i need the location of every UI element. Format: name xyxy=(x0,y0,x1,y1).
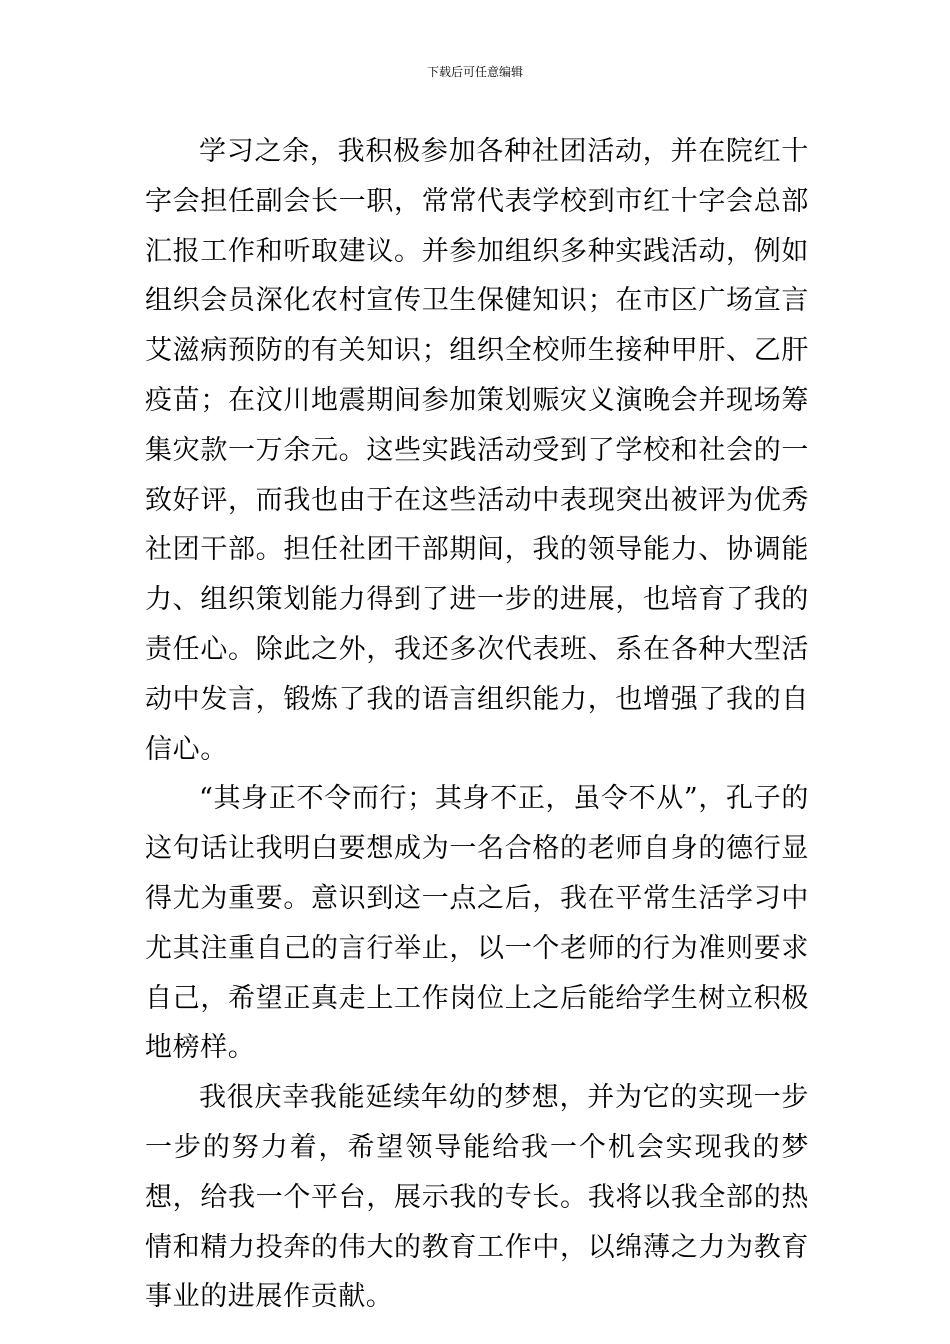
paragraph-confucius-quote: “其身正不令而行；其身不正，虽令不从”，孔子的这句话让我明白要想成为一名合格的老师自身的德行显得尤为重要。意识到这一点之后，我在平常生活学习中尤其注重自己的言行举止，以一个老师的行为准则要求自己，希望正真走上工作岗位上之后能给学生树立积极地榜样。 xyxy=(145,783,809,1064)
paragraph-activities: 学习之余，我积极参加各种社团活动，并在院红十字会担任副会长一职，常常代表学校到市红十字会总部汇报工作和听取建议。并参加组织多种实践活动，例如组织会员深化农村宣传卫生保健知识；在市区广场宣言艾滋病预防的有关知识；组织全校师生接种甲肝、乙肝疫苗；在汶川地震期间参加策划赈灾义演晚会并现场筹集灾款一万余元。这些实践活动受到了学校和社会的一致好评，而我也由于在这些活动中表现突出被评为优秀社团干部。担任社团干部期间，我的领导能力、协调能力、组织策划能力得到了进一步的进展，也培育了我的责任心。除此之外，我还多次代表班、系在各种大型活动中发言，锻炼了我的语言组织能力，也增强了我的自信心。 xyxy=(145,136,809,765)
paragraph-dream: 我很庆幸我能延续年幼的梦想，并为它的实现一步一步的努力着，希望领导能给我一个机会实现我的梦想，给我一个平台，展示我的专长。我将以我全部的热情和精力投奔的伟大的教育工作中，以绵薄之力为教育事业的进展作贡献。 xyxy=(145,1082,809,1313)
document-body xyxy=(145,127,809,1322)
page-header: 下载后可任意编辑 xyxy=(426,65,523,79)
